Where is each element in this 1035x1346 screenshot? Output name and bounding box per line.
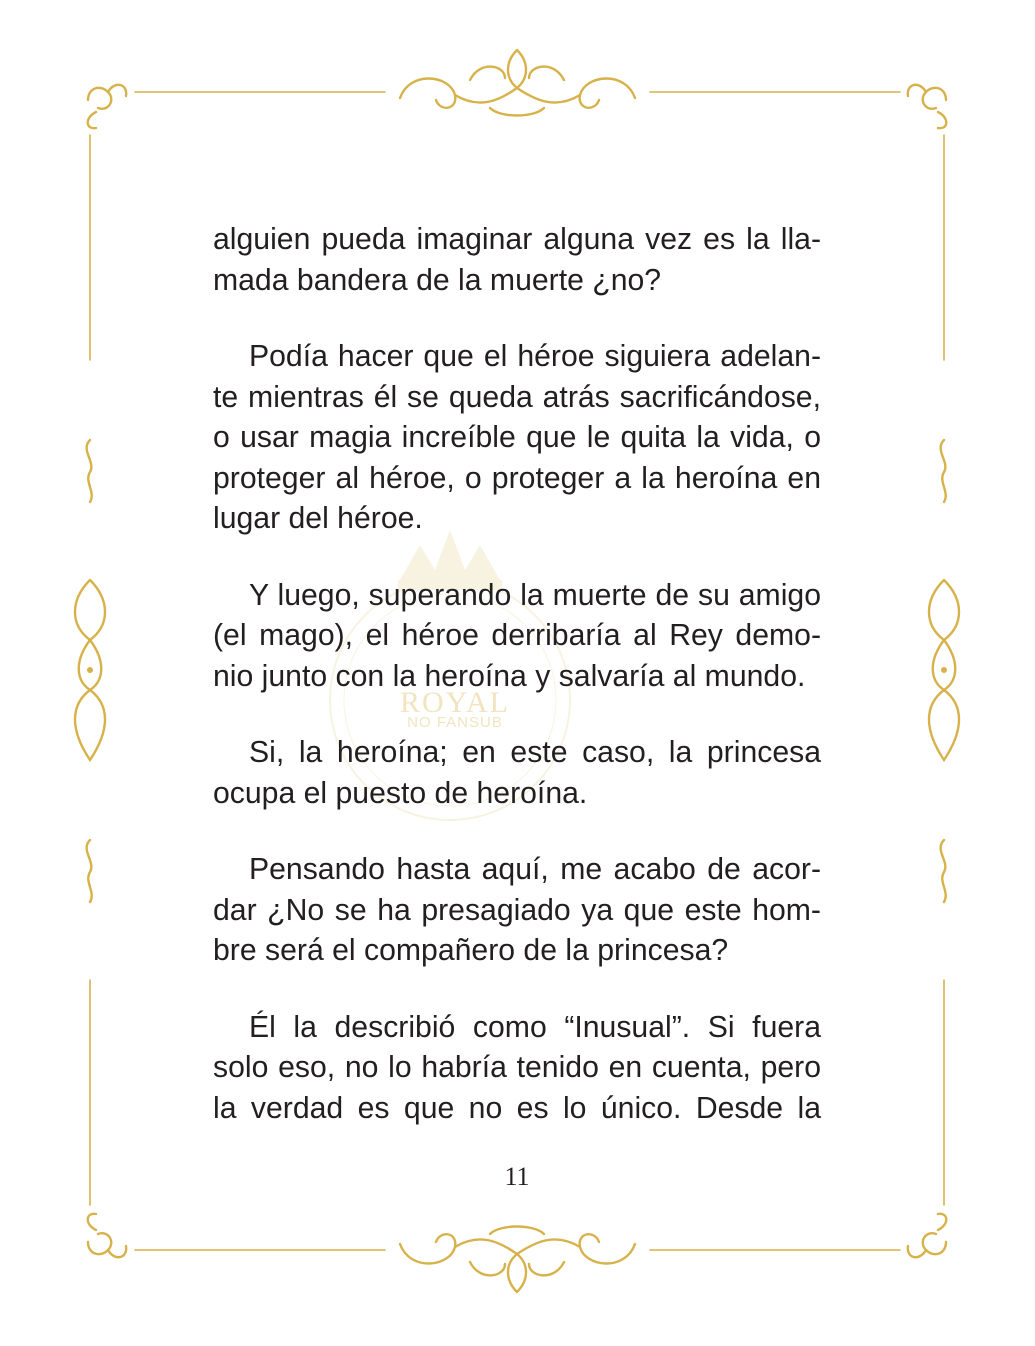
text-line: ocupa el puesto de heroína.	[213, 776, 588, 810]
text-line: Él la describió como “Inusual”. Si fuera	[249, 1010, 821, 1044]
text-line: o usar magia increíble que le quita la vida, o	[213, 421, 821, 454]
text-line: dar ¿No se ha presagiado ya que este hom-	[213, 893, 821, 927]
text-line: te mientras él se queda atrás sacrificándose,	[213, 380, 821, 414]
corner-top-left	[88, 85, 126, 128]
corner-top-right	[908, 85, 946, 128]
left-side-ornament	[75, 440, 105, 902]
top-center-ornament	[400, 50, 635, 116]
text-line: Pensando hasta aquí, me acabo de acor-	[249, 853, 821, 886]
paragraph-5	[213, 850, 821, 972]
text-line: (el mago), el héroe derribaría al Rey demo-	[213, 619, 821, 652]
text-line: Si, la heroína; en este caso, la princesa	[249, 736, 821, 769]
paragraph-2	[213, 337, 821, 540]
text-line: lugar del héroe.	[213, 502, 423, 535]
paragraph-6	[213, 1008, 821, 1130]
text-line: la verdad es que no es lo único. Desde la	[213, 1091, 821, 1125]
paragraph-3	[213, 576, 821, 698]
watermark-title: ROYAL	[399, 686, 510, 719]
page-body-text	[213, 220, 821, 1165]
corner-bottom-right	[908, 1214, 946, 1257]
corner-bottom-left	[88, 1214, 126, 1257]
paragraph-1	[213, 220, 821, 301]
text-line: proteger al héroe, o proteger a la heroína en	[213, 461, 821, 495]
text-line: Y luego, superando la muerte de su amigo	[249, 578, 821, 612]
page-number: 11	[504, 1162, 530, 1191]
paragraph-4	[213, 733, 821, 814]
right-side-ornament	[929, 440, 959, 902]
watermark-subtitle: NO FANSUB	[407, 714, 503, 731]
bottom-center-ornament	[400, 1227, 635, 1293]
text-line: alguien pueda imaginar alguna vez es la lla-	[213, 223, 821, 256]
text-line: mada bandera de la muerte ¿no?	[213, 263, 662, 297]
text-line: solo eso, no lo habría tenido en cuenta, pero	[213, 1051, 821, 1084]
text-line: bre será el compañero de la princesa?	[213, 934, 729, 967]
text-line: nio junto con la heroína y salvaría al mundo.	[213, 659, 806, 693]
text-line: Podía hacer que el héroe siguiera adelan-	[249, 340, 821, 373]
